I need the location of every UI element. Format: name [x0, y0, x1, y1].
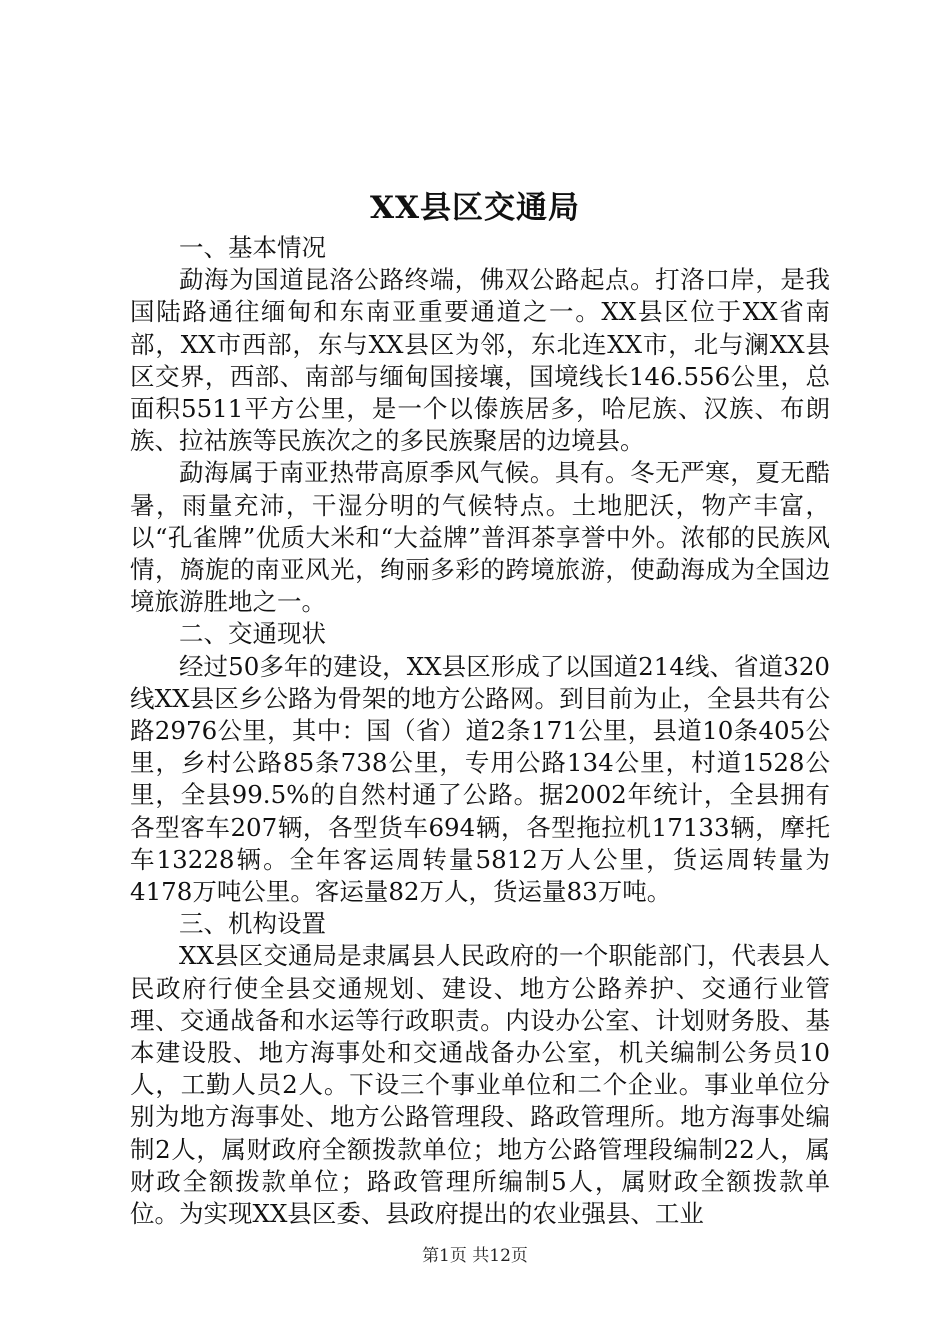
paragraph-climate: 勐海属于南亚热带高原季风气候。具有。冬无严寒，夏无酷暑，雨量充沛，干湿分明的气候特点。土地肥沃，物产丰富，以“孔雀牌”优质大米和“大益牌”普洱茶享誉中外。浓郁的民族风情，旖旎的南亚风光，绚丽多彩的跨境旅游，使勐海成为全国边境旅游胜地之一。 — [130, 458, 830, 617]
section-heading-basic-info: 一、基本情况 — [179, 233, 326, 262]
page-number-footer: 第1页 共12页 — [422, 1246, 528, 1266]
paragraph-location: 勐海为国道昆洛公路终端，佛双公路起点。打洛口岸，是我国陆路通往缅甸和东南亚重要通道之一。XX县区位于XX省南部，XX市西部，东与XX县区为邻，东北连XX市，北与澜XX县区交界，西部、南部与缅甸国接壤，国境线长146.556公里，总面积5511平方公里，是一个以傣族居多，哈尼族、汉族、布朗族、拉祜族等民族次之的多民族聚居的边境县。 — [130, 265, 830, 456]
section-heading-organization: 三、机构设置 — [179, 909, 326, 939]
section-heading-traffic-status: 二、交通现状 — [179, 619, 326, 649]
paragraph-road-network: 经过50多年的建设，XX县区形成了以国道214线、省道320线XX县区乡公路为骨架的地方公路网。到目前为止，全县共有公路2976公里，其中：国（省）道2条171公里，县道10条405公里，乡村公路85条738公里，专用公路134公里，村道1528公里，全县99.5%的自然村通了公路。据2002年统计，全县拥有各型客车207辆，各型货车694辆，各型拖拉机17133辆，摩托车13228辆。全年客运周转量5812万人公里，货运周转量为4178万吨公里。客运量82万人，货运量83万吨。 — [130, 651, 830, 907]
document-title: XX县区交通局 — [369, 190, 581, 226]
paragraph-organization: XX县区交通局是隶属县人民政府的一个职能部门，代表县人民政府行使全县交通规划、建设、地方公路养护、交通行业管理、交通战备和水运等行政职责。内设办公室、计划财务股、基本建设股、地方海事处和交通战备办公室，机关编制公务员10人，工勤人员2人。下设三个事业单位和二个企业。事业单位分别为地方海事处、地方公路管理段、路政管理所。地方海事处编制2人，属财政府全额拨款单位；地方公路管理段编制22人，属财政全额拨款单位；路政管理所编制5人，属财政全额拨款单位。为实现XX县区委、县政府提出的农业强县、工业 — [130, 941, 830, 1229]
document-body — [130, 232, 830, 1230]
